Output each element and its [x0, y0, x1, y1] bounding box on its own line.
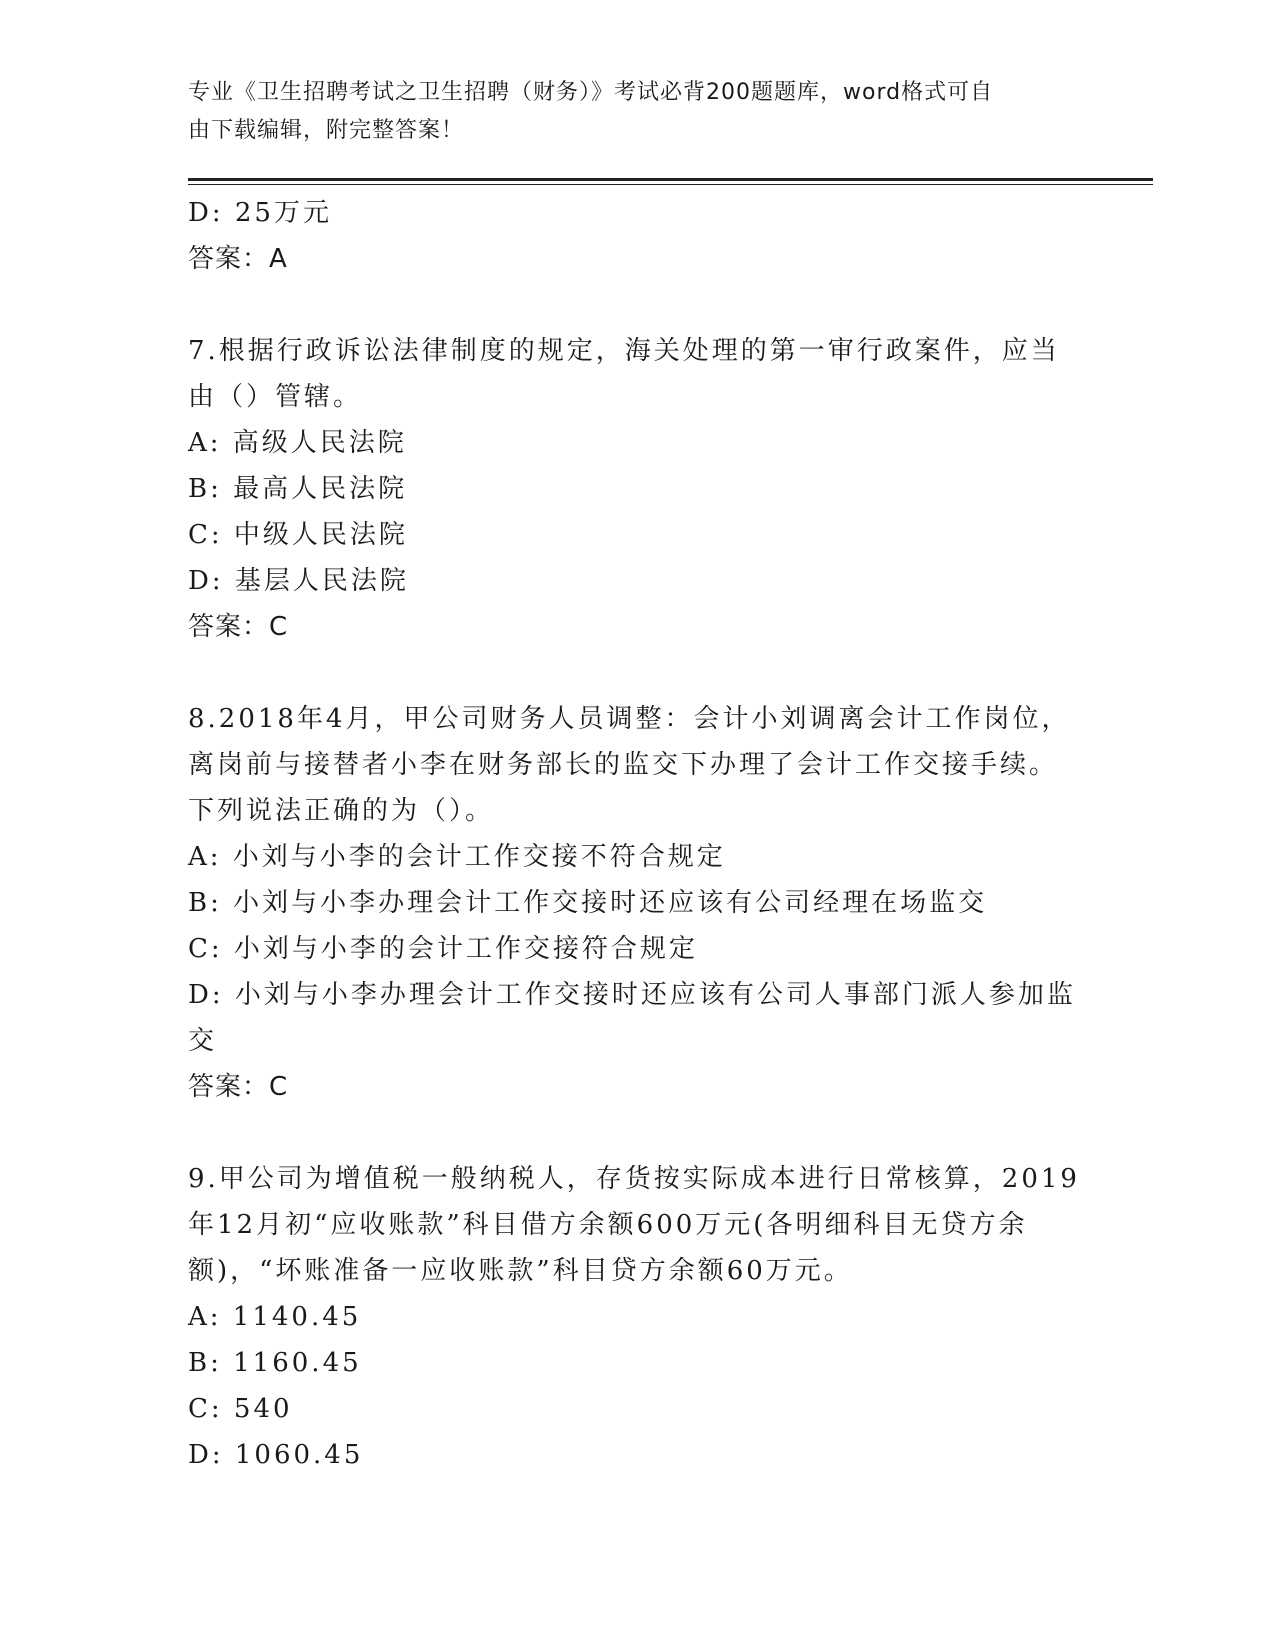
question-9 — [188, 1156, 1088, 1478]
header-divider-thick — [188, 178, 1153, 181]
option-d: D: 小刘与小李办理会计工作交接时还应该有公司人事部门派人参加监 — [188, 980, 1076, 1010]
question-8 — [188, 696, 1088, 1110]
header-divider-thin — [188, 184, 1153, 185]
option-a: A: 1140.45 — [188, 1302, 362, 1332]
question-stem-line: 9.甲公司为增值税一般纳税人，存货按实际成本进行日常核算，2019 — [188, 1164, 1080, 1194]
option-c: C: 中级人民法院 — [188, 520, 408, 550]
answer-label: 答案：C — [188, 1072, 289, 1102]
option-b: B: 最高人民法院 — [188, 474, 408, 504]
question-stem-line: 额)，“坏账准备一应收账款”科目贷方余额60万元。 — [188, 1256, 853, 1286]
spacer — [188, 1110, 1088, 1156]
question-7 — [188, 328, 1088, 650]
question-stem-line: 离岗前与接替者小李在财务部长的监交下办理了会计工作交接手续。 — [188, 750, 1059, 780]
question-stem-line: 年12月初“应收账款”科目借方余额600万元(各明细科目无贷方余 — [188, 1210, 1028, 1240]
option-a: A: 小刘与小李的会计工作交接不符合规定 — [188, 842, 726, 872]
answer-label: 答案：A — [188, 244, 288, 274]
header-title-line-2: 由下载编辑，附完整答案！ — [188, 118, 465, 143]
option-d: D: 25万元 — [188, 198, 332, 228]
question-stem-line: 8.2018年4月，甲公司财务人员调整：会计小刘调离会计工作岗位， — [188, 704, 1071, 734]
header-title-line-1: 专业《卫生招聘考试之卫生招聘（财务）》考试必背200题题库，word格式可自 — [188, 80, 994, 105]
option-c: C: 小刘与小李的会计工作交接符合规定 — [188, 934, 698, 964]
option-d: D: 1060.45 — [188, 1440, 364, 1470]
question-stem-line: 下列说法正确的为（）。 — [188, 796, 495, 826]
option-d: D: 基层人民法院 — [188, 566, 409, 596]
question-stem-line: 7.根据行政诉讼法律制度的规定，海关处理的第一审行政案件，应当 — [188, 336, 1060, 366]
spacer — [188, 650, 1088, 696]
option-b: B: 1160.45 — [188, 1348, 362, 1378]
question-6-tail — [188, 190, 1088, 282]
option-a: A: 高级人民法院 — [188, 428, 407, 458]
option-b: B: 小刘与小李办理会计工作交接时还应该有公司经理在场监交 — [188, 888, 988, 918]
answer-label: 答案：C — [188, 612, 289, 642]
document-header — [188, 74, 1078, 150]
option-d-continuation: 交 — [188, 1026, 218, 1056]
spacer — [188, 282, 1088, 328]
option-c: C: 540 — [188, 1394, 293, 1424]
question-content — [188, 190, 1088, 1478]
question-stem-line: 由（）管辖。 — [188, 382, 363, 412]
